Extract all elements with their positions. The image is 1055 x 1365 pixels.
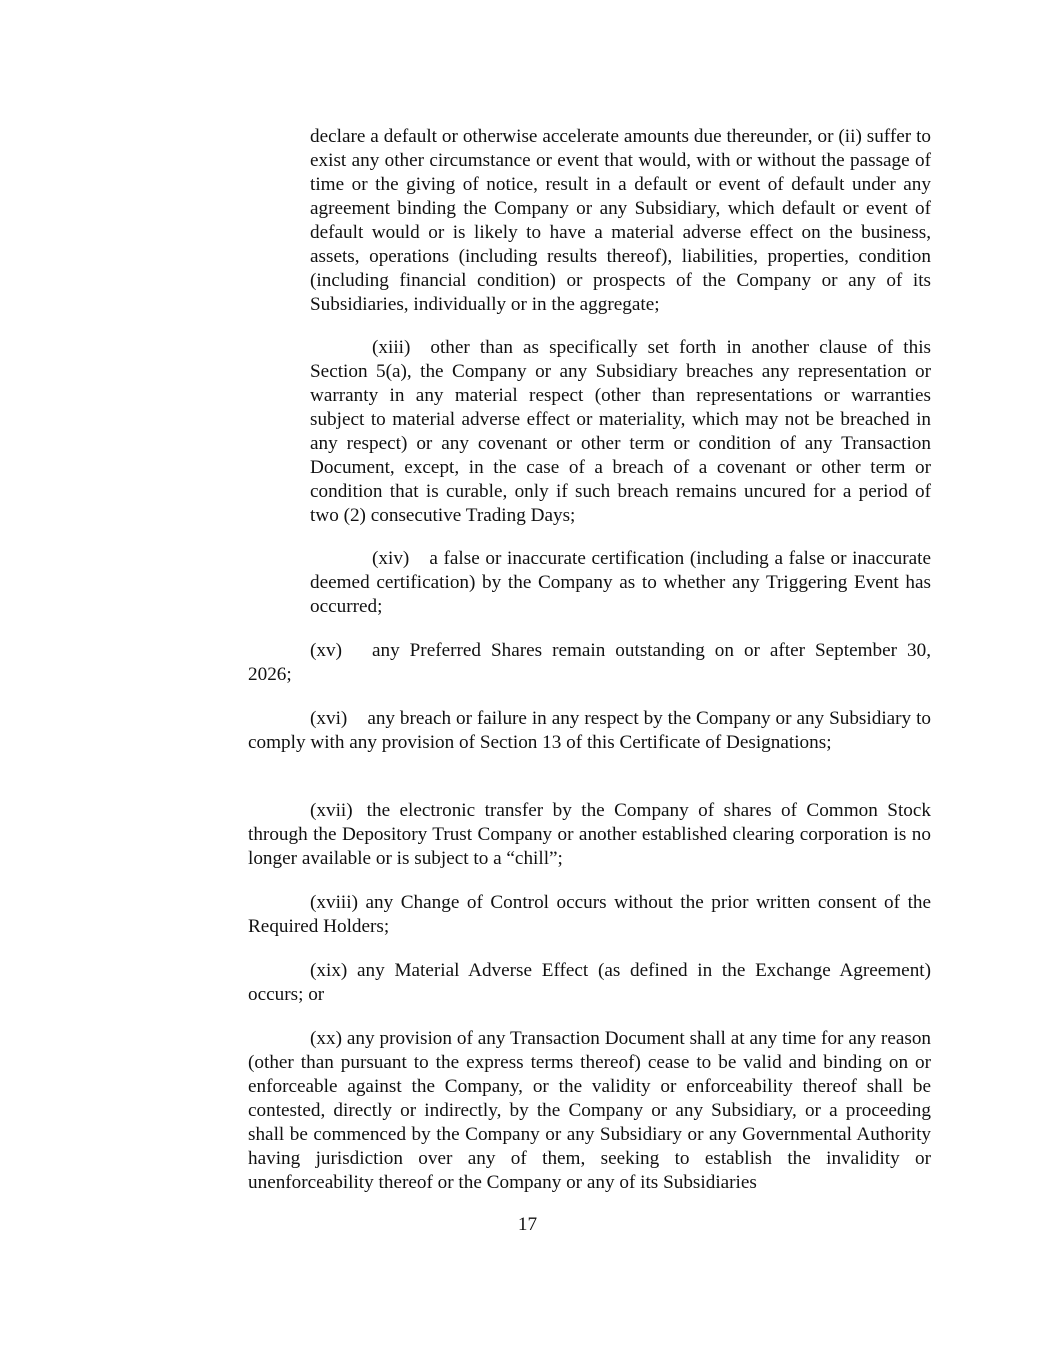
clause-label: (xvi) xyxy=(310,708,348,729)
clause-label: (xiii) xyxy=(372,337,411,358)
clause-label: (xviii) xyxy=(310,892,358,913)
clause-label: (xv) xyxy=(310,640,342,661)
paragraph-continuation xyxy=(310,125,931,317)
clause-text: any Change of Control occurs without the prior written consent of the Required Holders; xyxy=(248,892,932,937)
clause-text: any breach or failure in any respect by the Company or any Subsidiary to comply with any provision of Section 13 of this Certificate of Designations; xyxy=(248,708,931,753)
clause-text: any Material Adverse Effect (as defined in the Exchange Agreement) occurs; or xyxy=(248,960,932,1005)
clause-label: (xix) xyxy=(310,960,348,981)
clause-label: (xiv) xyxy=(372,548,410,569)
clause-text: any Preferred Shares remain outstanding on or after September 30, 2026; xyxy=(248,640,931,685)
clause-xviii xyxy=(248,891,931,939)
clause-label: (xx) xyxy=(310,1028,342,1049)
clause-label: (xvii) xyxy=(310,800,353,821)
clause-text: a false or inaccurate certification (including a false or inaccurate deemed certification) by the Company as to whether any Triggering Event has occurred; xyxy=(310,548,931,617)
clause-xvi xyxy=(248,707,931,755)
clause-xix xyxy=(248,959,931,1007)
clause-text: any provision of any Transaction Document shall at any time for any reason (other than pursuant to the express terms thereof) cease to be valid and binding on or enforceable against the Company, or the validity or enforceability thereof shall be contested, directly or indirectly, by the Company or any Subsidiary, or a proceeding shall be commenced by the Company or any Subsidiary or any Governmental Authority having jurisdiction over any of them, seeking to establish the invalidity or unenforceability thereof or the Company or any of its Subsidiaries xyxy=(248,1028,932,1193)
clause-xiii xyxy=(310,336,931,528)
clause-xv xyxy=(248,639,931,687)
clause-xvii xyxy=(248,799,931,871)
clause-xiv xyxy=(310,547,931,619)
clause-text: the electronic transfer by the Company of shares of Common Stock through the Depository Trust Company or another established clearing corporation is no longer available or is subject to a “chill”; xyxy=(248,800,931,869)
page-number: 17 xyxy=(517,1214,538,1235)
paragraph-text: declare a default or otherwise accelerate amounts due thereunder, or (ii) suffer to exist any other circumstance or event that would, with or without the passage of time or the giving of notice, result in a default or event of default under any agreement binding the Company or any Subsidiary, which default or event of default would or is likely to have a material adverse effect on the business, assets, operations (including results thereof), liabilities, properties, condition (including financial condition) or prospects of the Company or any of its Subsidiaries, individually or in the aggregate; xyxy=(310,126,931,315)
clause-xx xyxy=(248,1027,931,1195)
clause-text: other than as specifically set forth in another clause of this Section 5(a), the Company or any Subsidiary breaches any representation or warranty in any material respect (other than representations or warranties subject to material adverse effect or materiality, which may not be breached in any respect) or any covenant or other term or condition of any Transaction Document, except, in the case of a breach of a covenant or other term or condition that is curable, only if such breach remains uncured for a period of two (2) consecutive Trading Days; xyxy=(310,337,931,526)
